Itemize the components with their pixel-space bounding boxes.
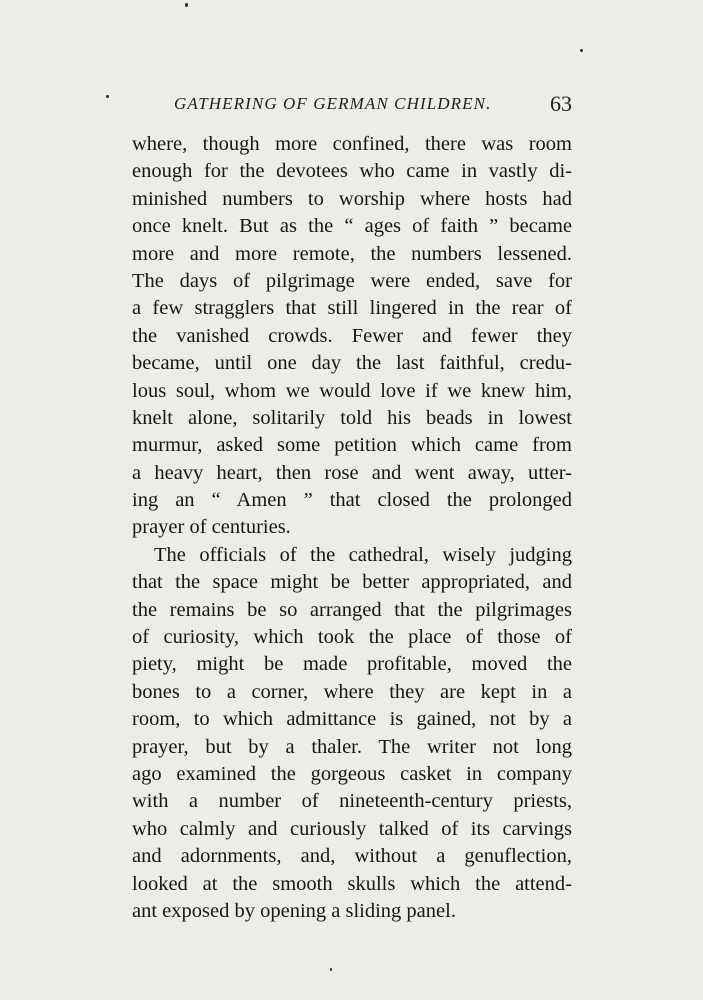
ink-speck bbox=[185, 3, 188, 7]
running-header bbox=[174, 91, 574, 121]
text-line: and adornments, and, without a genuflection, bbox=[132, 845, 572, 868]
text-line: ant exposed by opening a sliding panel. bbox=[132, 899, 456, 922]
text-line: looked at the smooth skulls which the attend- bbox=[132, 872, 572, 895]
text-line: lous soul, whom we would love if we knew him, bbox=[132, 379, 572, 402]
ink-speck bbox=[580, 49, 583, 52]
text-line: ing an “ Amen ” that closed the prolonged bbox=[132, 489, 572, 512]
text-line: prayer, but by a thaler. The writer not long bbox=[132, 735, 572, 758]
text-line: a heavy heart, then rose and went away, utter- bbox=[132, 461, 572, 484]
paragraph-1 bbox=[132, 131, 572, 542]
text-line: once knelt. But as the “ ages of faith ” became bbox=[132, 215, 572, 238]
text-line: became, until one day the last faithful, credu- bbox=[132, 352, 572, 375]
text-line: the vanished crowds. Fewer and fewer they bbox=[132, 324, 572, 347]
text-line: ago examined the gorgeous casket in company bbox=[132, 762, 572, 785]
text-line: that the space might be better appropriated, and bbox=[132, 571, 572, 594]
text-line: more and more remote, the numbers lessened. bbox=[132, 242, 572, 265]
text-line: the remains be so arranged that the pilgrimages bbox=[132, 598, 572, 621]
text-line: minished numbers to worship where hosts had bbox=[132, 187, 572, 210]
paragraph-2 bbox=[132, 542, 572, 925]
text-line: room, to which admittance is gained, not by a bbox=[132, 708, 572, 731]
text-line: The officials of the cathedral, wisely judging bbox=[154, 543, 572, 566]
text-line: piety, might be made profitable, moved the bbox=[132, 653, 572, 676]
text-line: of curiosity, which took the place of those of bbox=[132, 626, 572, 649]
ink-speck bbox=[330, 968, 332, 971]
text-line: where, though more confined, there was room bbox=[132, 133, 572, 155]
text-line: murmur, asked some petition which came from bbox=[132, 434, 572, 457]
text-line: enough for the devotees who came in vastly di- bbox=[132, 160, 572, 183]
text-line: with a number of nineteenth-century priests, bbox=[132, 790, 572, 813]
text-line: knelt alone, solitarily told his beads in lowest bbox=[132, 406, 572, 429]
running-title: GATHERING OF GERMAN CHILDREN. bbox=[174, 94, 492, 113]
text-line: prayer of centuries. bbox=[132, 516, 291, 539]
text-line: The days of pilgrimage were ended, save for bbox=[132, 269, 572, 292]
body-text bbox=[132, 131, 572, 925]
ink-speck bbox=[106, 95, 109, 98]
page-number: 63 bbox=[550, 91, 572, 116]
text-line: a few stragglers that still lingered in the rear of bbox=[132, 297, 572, 320]
text-line: bones to a corner, where they are kept in a bbox=[132, 680, 572, 703]
text-line: who calmly and curiously talked of its carvings bbox=[132, 817, 572, 840]
